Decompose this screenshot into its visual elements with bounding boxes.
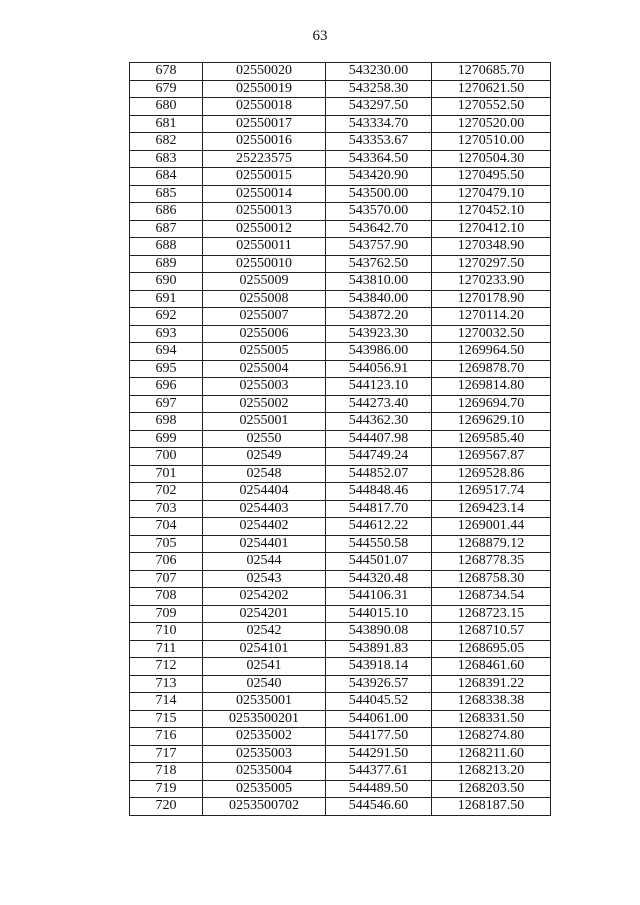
point-number-cell: 712	[130, 658, 203, 676]
point-code-cell: 02550020	[203, 63, 326, 81]
point-code-cell: 0255008	[203, 290, 326, 308]
point-number-cell: 687	[130, 220, 203, 238]
point-code-cell: 0253500702	[203, 798, 326, 816]
x-coordinate-cell: 543986.00	[326, 343, 432, 361]
point-number-cell: 701	[130, 465, 203, 483]
point-code-cell: 02543	[203, 570, 326, 588]
point-code-cell: 02550	[203, 430, 326, 448]
x-coordinate-cell: 544015.10	[326, 605, 432, 623]
x-coordinate-cell: 543757.90	[326, 238, 432, 256]
x-coordinate-cell: 544177.50	[326, 728, 432, 746]
table-row	[130, 185, 551, 203]
y-coordinate-cell: 1269694.70	[432, 395, 551, 413]
point-code-cell: 02535004	[203, 763, 326, 781]
table-row	[130, 80, 551, 98]
x-coordinate-cell: 544407.98	[326, 430, 432, 448]
point-number-cell: 682	[130, 133, 203, 151]
point-number-cell: 698	[130, 413, 203, 431]
table-row	[130, 710, 551, 728]
x-coordinate-cell: 543334.70	[326, 115, 432, 133]
y-coordinate-cell: 1268461.60	[432, 658, 551, 676]
y-coordinate-cell: 1270233.90	[432, 273, 551, 291]
point-code-cell: 0254202	[203, 588, 326, 606]
y-coordinate-cell: 1270032.50	[432, 325, 551, 343]
table-row	[130, 290, 551, 308]
table-row	[130, 133, 551, 151]
table-row	[130, 675, 551, 693]
y-coordinate-cell: 1269423.14	[432, 500, 551, 518]
table-row	[130, 308, 551, 326]
point-number-cell: 719	[130, 780, 203, 798]
y-coordinate-cell: 1268734.54	[432, 588, 551, 606]
table-row	[130, 535, 551, 553]
point-code-cell: 0254402	[203, 518, 326, 536]
point-code-cell: 0255004	[203, 360, 326, 378]
y-coordinate-cell: 1270621.50	[432, 80, 551, 98]
table-row	[130, 168, 551, 186]
point-number-cell: 720	[130, 798, 203, 816]
point-number-cell: 679	[130, 80, 203, 98]
y-coordinate-cell: 1269629.10	[432, 413, 551, 431]
y-coordinate-cell: 1269001.44	[432, 518, 551, 536]
y-coordinate-cell: 1268695.05	[432, 640, 551, 658]
point-number-cell: 711	[130, 640, 203, 658]
point-number-cell: 685	[130, 185, 203, 203]
x-coordinate-cell: 543364.50	[326, 150, 432, 168]
point-number-cell: 700	[130, 448, 203, 466]
x-coordinate-cell: 543420.90	[326, 168, 432, 186]
y-coordinate-cell: 1268331.50	[432, 710, 551, 728]
point-code-cell: 02550013	[203, 203, 326, 221]
x-coordinate-cell: 543642.70	[326, 220, 432, 238]
table-row	[130, 465, 551, 483]
point-number-cell: 710	[130, 623, 203, 641]
point-number-cell: 697	[130, 395, 203, 413]
y-coordinate-cell: 1270495.50	[432, 168, 551, 186]
table-row	[130, 745, 551, 763]
point-code-cell: 02550010	[203, 255, 326, 273]
point-number-cell: 695	[130, 360, 203, 378]
point-code-cell: 02535003	[203, 745, 326, 763]
x-coordinate-cell: 544489.50	[326, 780, 432, 798]
page-number: 63	[312, 28, 328, 44]
table-row	[130, 203, 551, 221]
table-row	[130, 255, 551, 273]
point-code-cell: 0253500201	[203, 710, 326, 728]
point-number-cell: 692	[130, 308, 203, 326]
point-code-cell: 02550019	[203, 80, 326, 98]
table-row	[130, 518, 551, 536]
point-number-cell: 718	[130, 763, 203, 781]
table-row	[130, 395, 551, 413]
table-row	[130, 605, 551, 623]
point-code-cell: 02550018	[203, 98, 326, 116]
x-coordinate-cell: 543230.00	[326, 63, 432, 81]
point-code-cell: 02550012	[203, 220, 326, 238]
x-coordinate-cell: 543891.83	[326, 640, 432, 658]
x-coordinate-cell: 544291.50	[326, 745, 432, 763]
x-coordinate-cell: 543872.20	[326, 308, 432, 326]
y-coordinate-cell: 1268723.15	[432, 605, 551, 623]
y-coordinate-cell: 1269528.86	[432, 465, 551, 483]
table-row	[130, 780, 551, 798]
y-coordinate-cell: 1268213.20	[432, 763, 551, 781]
point-number-cell: 713	[130, 675, 203, 693]
point-code-cell: 0255003	[203, 378, 326, 396]
point-number-cell: 699	[130, 430, 203, 448]
point-code-cell: 02535005	[203, 780, 326, 798]
point-code-cell: 02550017	[203, 115, 326, 133]
y-coordinate-cell: 1268879.12	[432, 535, 551, 553]
table-row	[130, 693, 551, 711]
point-code-cell: 0254201	[203, 605, 326, 623]
table-row	[130, 325, 551, 343]
point-number-cell: 707	[130, 570, 203, 588]
x-coordinate-cell: 544061.00	[326, 710, 432, 728]
point-number-cell: 714	[130, 693, 203, 711]
y-coordinate-cell: 1269567.87	[432, 448, 551, 466]
point-code-cell: 0255002	[203, 395, 326, 413]
point-code-cell: 02549	[203, 448, 326, 466]
point-number-cell: 689	[130, 255, 203, 273]
x-coordinate-cell: 543810.00	[326, 273, 432, 291]
y-coordinate-cell: 1268274.80	[432, 728, 551, 746]
y-coordinate-cell: 1270685.70	[432, 63, 551, 81]
point-code-cell: 02535002	[203, 728, 326, 746]
point-number-cell: 686	[130, 203, 203, 221]
x-coordinate-cell: 543918.14	[326, 658, 432, 676]
y-coordinate-cell: 1268710.57	[432, 623, 551, 641]
x-coordinate-cell: 544550.58	[326, 535, 432, 553]
point-number-cell: 684	[130, 168, 203, 186]
point-code-cell: 25223575	[203, 150, 326, 168]
x-coordinate-cell: 543890.08	[326, 623, 432, 641]
point-code-cell: 02548	[203, 465, 326, 483]
y-coordinate-cell: 1268187.50	[432, 798, 551, 816]
table-row	[130, 360, 551, 378]
y-coordinate-cell: 1268211.60	[432, 745, 551, 763]
y-coordinate-cell: 1270412.10	[432, 220, 551, 238]
x-coordinate-cell: 544852.07	[326, 465, 432, 483]
point-code-cell: 02550016	[203, 133, 326, 151]
point-number-cell: 702	[130, 483, 203, 501]
y-coordinate-cell: 1269814.80	[432, 378, 551, 396]
x-coordinate-cell: 543258.30	[326, 80, 432, 98]
x-coordinate-cell: 543926.57	[326, 675, 432, 693]
point-code-cell: 0255001	[203, 413, 326, 431]
point-number-cell: 693	[130, 325, 203, 343]
table-row	[130, 658, 551, 676]
point-code-cell: 0255007	[203, 308, 326, 326]
point-number-cell: 681	[130, 115, 203, 133]
table-row	[130, 413, 551, 431]
table-row	[130, 728, 551, 746]
point-code-cell: 02542	[203, 623, 326, 641]
table-row	[130, 343, 551, 361]
y-coordinate-cell: 1270297.50	[432, 255, 551, 273]
y-coordinate-cell: 1270348.90	[432, 238, 551, 256]
table-row	[130, 63, 551, 81]
point-code-cell: 02550014	[203, 185, 326, 203]
table-row	[130, 500, 551, 518]
y-coordinate-cell: 1268338.38	[432, 693, 551, 711]
table-row	[130, 238, 551, 256]
x-coordinate-cell: 543762.50	[326, 255, 432, 273]
point-code-cell: 02541	[203, 658, 326, 676]
x-coordinate-cell: 544501.07	[326, 553, 432, 571]
x-coordinate-cell: 544377.61	[326, 763, 432, 781]
y-coordinate-cell: 1269517.74	[432, 483, 551, 501]
point-code-cell: 0254404	[203, 483, 326, 501]
point-number-cell: 717	[130, 745, 203, 763]
point-number-cell: 683	[130, 150, 203, 168]
y-coordinate-cell: 1269964.50	[432, 343, 551, 361]
point-number-cell: 688	[130, 238, 203, 256]
y-coordinate-cell: 1270452.10	[432, 203, 551, 221]
x-coordinate-cell: 544106.31	[326, 588, 432, 606]
x-coordinate-cell: 543297.50	[326, 98, 432, 116]
point-code-cell: 0254101	[203, 640, 326, 658]
y-coordinate-cell: 1270114.20	[432, 308, 551, 326]
y-coordinate-cell: 1270520.00	[432, 115, 551, 133]
point-code-cell: 0254401	[203, 535, 326, 553]
point-code-cell: 0255005	[203, 343, 326, 361]
table-row	[130, 623, 551, 641]
table-row	[130, 798, 551, 816]
point-code-cell: 02540	[203, 675, 326, 693]
y-coordinate-cell: 1270479.10	[432, 185, 551, 203]
table-row	[130, 763, 551, 781]
y-coordinate-cell: 1270510.00	[432, 133, 551, 151]
point-code-cell: 0255006	[203, 325, 326, 343]
table-row	[130, 448, 551, 466]
table-row	[130, 273, 551, 291]
coordinates-table-body	[130, 63, 551, 816]
y-coordinate-cell: 1268203.50	[432, 780, 551, 798]
table-row	[130, 220, 551, 238]
table-row	[130, 98, 551, 116]
point-number-cell: 706	[130, 553, 203, 571]
point-number-cell: 704	[130, 518, 203, 536]
point-number-cell: 680	[130, 98, 203, 116]
point-code-cell: 0255009	[203, 273, 326, 291]
x-coordinate-cell: 544749.24	[326, 448, 432, 466]
x-coordinate-cell: 544546.60	[326, 798, 432, 816]
x-coordinate-cell: 543923.30	[326, 325, 432, 343]
point-number-cell: 678	[130, 63, 203, 81]
point-code-cell: 0254403	[203, 500, 326, 518]
x-coordinate-cell: 544848.46	[326, 483, 432, 501]
x-coordinate-cell: 543353.67	[326, 133, 432, 151]
point-number-cell: 703	[130, 500, 203, 518]
x-coordinate-cell: 544817.70	[326, 500, 432, 518]
point-number-cell: 705	[130, 535, 203, 553]
y-coordinate-cell: 1270178.90	[432, 290, 551, 308]
table-row	[130, 150, 551, 168]
x-coordinate-cell: 544320.48	[326, 570, 432, 588]
point-number-cell: 691	[130, 290, 203, 308]
table-row	[130, 115, 551, 133]
point-number-cell: 690	[130, 273, 203, 291]
x-coordinate-cell: 544123.10	[326, 378, 432, 396]
point-code-cell: 02544	[203, 553, 326, 571]
x-coordinate-cell: 543500.00	[326, 185, 432, 203]
point-number-cell: 716	[130, 728, 203, 746]
table-row	[130, 378, 551, 396]
x-coordinate-cell: 543570.00	[326, 203, 432, 221]
x-coordinate-cell: 544273.40	[326, 395, 432, 413]
point-code-cell: 02550015	[203, 168, 326, 186]
x-coordinate-cell: 544045.52	[326, 693, 432, 711]
table-row	[130, 588, 551, 606]
x-coordinate-cell: 544056.91	[326, 360, 432, 378]
y-coordinate-cell: 1269585.40	[432, 430, 551, 448]
table-row	[130, 553, 551, 571]
table-row	[130, 483, 551, 501]
table-row	[130, 430, 551, 448]
table-row	[130, 640, 551, 658]
point-code-cell: 02535001	[203, 693, 326, 711]
table-row	[130, 570, 551, 588]
y-coordinate-cell: 1269878.70	[432, 360, 551, 378]
point-number-cell: 715	[130, 710, 203, 728]
x-coordinate-cell: 544362.30	[326, 413, 432, 431]
x-coordinate-cell: 543840.00	[326, 290, 432, 308]
y-coordinate-cell: 1270552.50	[432, 98, 551, 116]
point-code-cell: 02550011	[203, 238, 326, 256]
point-number-cell: 696	[130, 378, 203, 396]
y-coordinate-cell: 1268391.22	[432, 675, 551, 693]
y-coordinate-cell: 1268778.35	[432, 553, 551, 571]
coordinates-table	[129, 62, 551, 816]
y-coordinate-cell: 1270504.30	[432, 150, 551, 168]
y-coordinate-cell: 1268758.30	[432, 570, 551, 588]
x-coordinate-cell: 544612.22	[326, 518, 432, 536]
point-number-cell: 694	[130, 343, 203, 361]
point-number-cell: 708	[130, 588, 203, 606]
point-number-cell: 709	[130, 605, 203, 623]
